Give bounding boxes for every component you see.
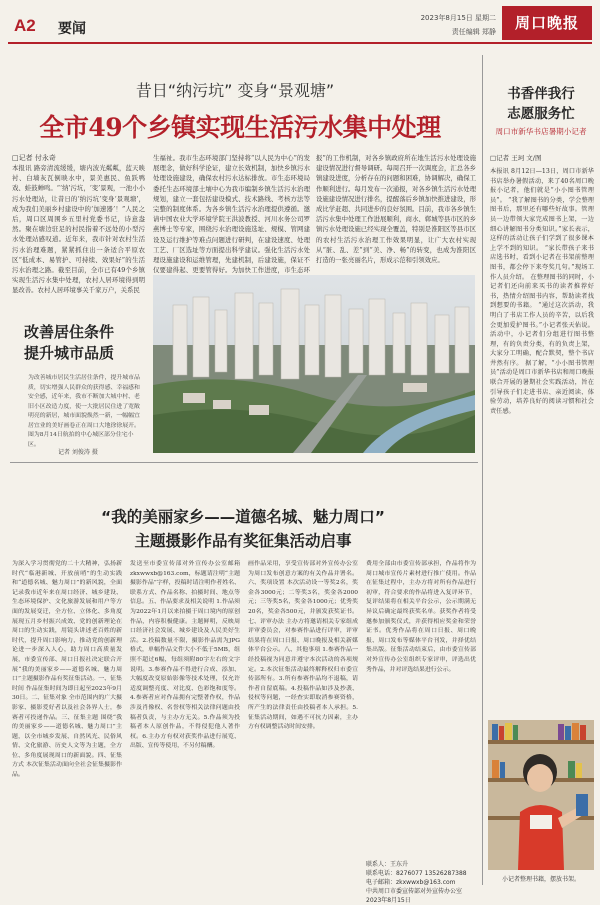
page-number: A2 <box>14 16 36 35</box>
contact-date: 2023年8月15日 <box>366 897 411 904</box>
bookstore-byline: □记者 王珂 文/图 <box>490 154 542 162</box>
collect-body-col-2: 发送至市委宣传部对外宣传办公室邮箱zkxwwxb@163.com，标题请注明“主题摄影作品”字样，投稿时请注明作者姓名、联系方式、作品名称、拍摄时间、地点等信息。五、作品要求及相关说明 1.作品须为2022年1月以来拍摄于周口境内的原创作品，内容积极健康。主题鲜明，反映周口经济社会发展、城乡建设及人民美好生活。2.投稿数量不限，摄影作品需为JPG格式，单幅作品文件大小不低于5MB，组照不超过6幅，每组须附80字左右的文字说明。3.参赛作品不得进行合成、添加、大幅度改变原始影像等技术处理，仅允许适度调整亮度、对比度、色彩饱和度等。4.参赛者应对作品拥有完整著作权，作品涉及肖像权、名誉权等相关法律问题由投稿者负责，与主办方无关。5.作品须为投稿者本人原创作品，不得侵犯他人著作权。6.主办方有权对获奖作品进行展览、出版、宣传等使用，不另付稿酬。 <box>130 561 240 750</box>
lead-body-col-1: 本报讯 路旁清流缓缓，塘内波光粼粼，蓝天映衬、白墙灰瓦倒映水中，景美惠民、鱼跃鸭戏、蛙鼓蝉鸣。“‘纳’污坑，‘变’景观，一池小小污水处理站，让昔日的‘纳污坑’变身‘景观塘’，成为我们美丽乡村建设中的‘加速器’！”人民之后，周口区周围乡五里村党委书记，诗意盎然。聚在塘边驻足的村民指着不远处的小型污水处理站感叹道。近年来，我市针对农村生活污水治理难题，紧紧抓住出一条适合平原农区“低成本、易管护、可持续、效果好”的生活污水治理之路。截至目前，全市已有49个乡镇实现生活污水集中处理，农村人居环境得到明显改善。农村人居环境事关千家万户，关系民 <box>12 164 145 295</box>
issue-date: 2023年8月15日 星期二 <box>420 14 496 22</box>
lead-byline: □记者 付永奇 <box>12 154 56 162</box>
editor-credit: 责任编辑 郑静 <box>451 28 496 36</box>
improve-headline-line-1: 改善居住条件 <box>24 323 115 341</box>
bookstore-subtitle: 周口市新华书店暑期小记者 <box>495 127 587 136</box>
bookstore-headline <box>487 84 595 124</box>
collect-headline-line-1: “我的美丽家乡——道德名城、魅力周口” <box>101 508 385 526</box>
improve-headline <box>24 322 144 364</box>
lead-headline: 全市49个乡镇实现生活污水集中处理 <box>39 113 441 142</box>
collect-body-col-1: 为深入学习贯彻党的二十大精神，弘扬新时代“临港新城、开放前哨”的生动实践和“道德名城、魅力周口”的新风貌，全面记录我市近年来在周口经济、城乡建设、生态环境保护、文化旅游发展和用户等方面的发展变迁，全方位、立体化、多角度展现五月乡村振兴成效、党的创新理论在周口的生动实践，用镜头讲述老百姓的新时代，提升周口影响力，推动党的创新理论进一步深入人心，助力周口高质量发展，市委宣传部、周口日报社决定联合开展“我的美丽家乡——道德名城、魅力周口”主题摄影作品有奖征集活动。一、征集时间 作品征集时间为即日起至2023年9月30日。二、征集对象 全市范围内的广大摄影家、摄影爱好者以及社会各界人士，参赛者可投递作品。三、征集主题 围绕“我的美丽家乡——道德名城、魅力周口”主题，以全市城乡发展、自然风光、民俗风情、文化旅游、历史人文等为主题，全方位、多角度展现周口的新面貌。四、征集方式 本次征集活动面向全社会征集摄影作品。 <box>12 561 122 779</box>
lead-body-col-2: 生福祉。我市生态环境部门坚持将“以人民为中心”的发展理念，做好科学论证，建立长效机制，加快乡镇污水处理设施建设，确保农村污水达标排放。市生态环境局委托生态环境部土壤中心为我市编制乡镇生活污水治理规划，建立一套包括建设模式、技术路线、考核方法等完整的制度体系。为各乡镇生活污水治理提供遵循。邀请中国农业大学环境学院王洪波教授、河川水务公司罗燕博士等专家，围绕污水治理设施选址、规模、管网建设及运行维护等难点问题进行研判，在建设速度、处理工艺、厂区选址等方面提出科学建议。强化生活污水处理设施建设和运维管理，先建机制，后建设施，保证不仅要建得起、更要管得好。为加快工作进度，市生态环 <box>153 154 310 275</box>
contact-name: 联系人：王东升 <box>366 861 409 868</box>
contact-email: 电子邮箱：zkxwwxb@163.com <box>366 879 456 886</box>
photo-caption: 小记者整理书籍，摆放书架。 <box>501 876 580 883</box>
collect-body-col-3: 画作品采用，享受宣传部对外宣传办公室为周口发布创意方案的有关作品并署名。六、奖项设置 本次活动设一等奖2名，奖金各3000元；二等奖3名，奖金各2000元；三等奖5名，奖金各1000元；优秀奖20名，奖金各500元，并颁发获奖证书。七、评审办法 主办方将邀请相关专家组成评审委员会，对参赛作品进行评审，评审结果将在周口日报、周口晚报及相关新媒体平台公示。八、其他事项 1.参赛作品一经投稿视为同意并遵守本次活动的各项规定。2.本次征集活动最终解释权归市委宣传部所有。3.所有参赛作品均不退稿，请作者自留底稿。4.投稿作品如涉及抄袭、侵权等问题，一经查实即取消参赛资格，所产生的法律责任由投稿者本人承担。5.征集活动期间，如遇不可抗力因素，主办方有权调整活动时间安排。 <box>248 561 358 731</box>
bookstore-body: 本报讯 8月12日—13日，周口市新华书店举办暑假活动，来了40名周口晚报小记者，他们就是“小小图书管理员”。 “我了解图书的分类，学会整理图书后，那里还有哪些好故事。管理员一边带领大家完成图书上架，一边细心讲解图书分类知识。”家长表示，这样的活动让孩子们学到了很多课本上学不到的知识。 “家长带孩子来书店选书时，看到小记者在书架前整理图书，都会停下来夸奖几句。”现场工作人员介绍。 在整理图书的同时，小记者们还向前来买书的读者推荐好书，热情介绍图书内容，帮助读者找到想要的书籍。 “通过这次活动，我明白了书店工作人员的辛苦，以后我会更加爱护图书。”小记者张天佑说。 活动中，小记者们分组进行图书整理，有的负责分类，有的负责上架，大家分工明确，配合默契，整个书店井然有序。 据了解，“小小图书管理员”活动是周口市新华书店和周口晚报联合开展的暑期社会实践活动，旨在引导孩子们走进书店、亲近阅读、体验劳动，培养良好的阅读习惯和社会责任感。 <box>490 168 594 415</box>
collect-headline <box>18 505 468 553</box>
column-divider <box>482 55 483 885</box>
page-header <box>8 6 592 44</box>
improve-headline-line-2: 提升城市品质 <box>24 344 115 362</box>
child-arranging-books-photo <box>488 720 594 870</box>
lead-subtitle: 昔日“纳污坑” 变身“景观塘” <box>135 81 335 100</box>
contact-phone: 联系电话：8276077 13526287388 <box>366 870 467 877</box>
collect-contact <box>366 860 478 905</box>
section-name: 要闻 <box>58 21 86 37</box>
city-aerial-photo <box>153 275 475 453</box>
bookstore-headline-line-1: 书香伴我行 <box>507 86 575 102</box>
collect-body-col-4: 费用全部由市委宣传部承担，作品将作为周口城市宣传片素材进行推广使用。作品在征集过程中，主办方将对所有作品进行初审，符合要求的作品将进入复评环节，复评结果将在相关平台公示，公示期满无异议后确定最终获奖名单。获奖作者将受邀参加颁奖仪式，并获得相应奖金和荣誉证书。优秀作品将在周口日报、周口晚报、周口发布等媒体平台刊发，并择优结集出版。征集活动结束后，由市委宣传部对外宣传办公室组织专家评审，评选出优秀作品，并对评选结果进行公示。 <box>366 561 476 673</box>
improve-photo-credit: 记者 刘俊涛 摄 <box>58 449 98 456</box>
bookstore-headline-line-2: 志愿服务忙 <box>507 106 575 122</box>
contact-org: 中共周口市委宣传部对外宣传办公室 <box>366 888 463 895</box>
lead-body-col-3: 报”的工作机制，对各乡镇政府所在地生活污水处理设施建设情况进行督导调研。每周召开一次调度会，汇总各乡镇建设进度，分析存在的问题和困难，协调解决，确保工作顺利进行。每月发布一次通报，对各乡镇生活污水处理设施建设情况进行排名，提醒落后乡镇加快推进建设，形成比学赶超、共同进步的良好氛围。目前，我市各乡镇生活污水集中处理工作进展顺利，商水、郸城等县市区的乡镇污水处理设施已经实现全覆盖，特别是淮阳区等县市区的农村生活污水治理工作效果明显，让广大农村实现从“脏、乱、差”到“美、净、畅”的转变，也成为淮阳区打造的一张亮丽名片，形成示范和引领效应。 <box>316 154 476 265</box>
collect-headline-line-2: 主题摄影作品有奖征集活动启事 <box>134 532 352 550</box>
masthead-logo: 周口晚报 <box>502 6 592 40</box>
improve-body: 为改善城市居民生活居住条件，提升城市品质，切实增强人民群众的获得感、幸福感和安全感，近年来，我市不断加大城中村、老旧小区改造力度，使一大批居民住进了宽敞明亮的新居，城市面貌焕然一新，一幅幅宜居宜业的美好画卷正在周口大地徐徐展开。图为8月14日航拍的中心城区部分住宅小区。 <box>28 375 140 448</box>
section-divider <box>10 462 478 463</box>
